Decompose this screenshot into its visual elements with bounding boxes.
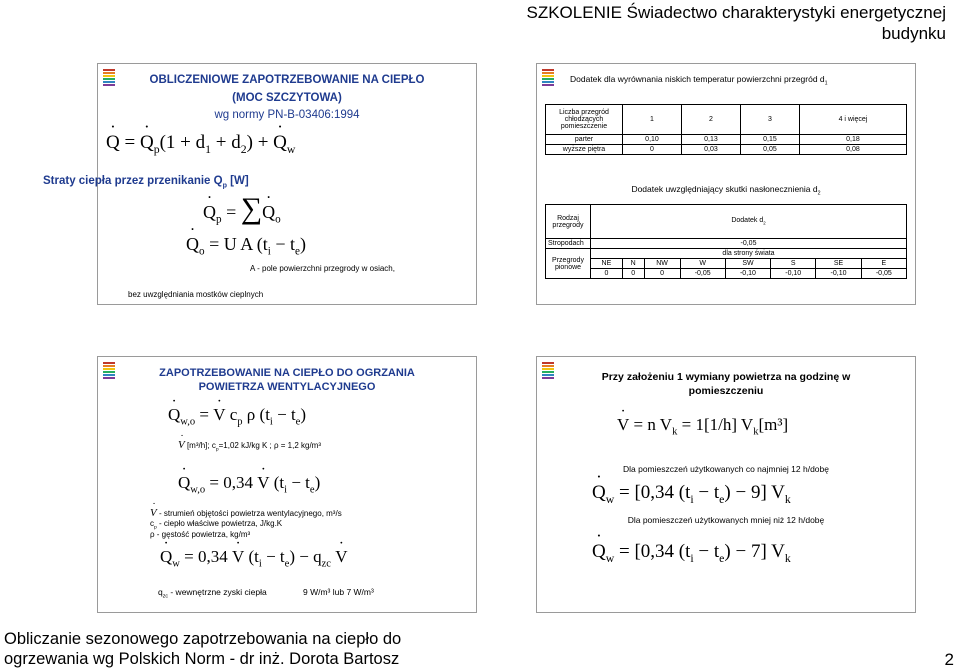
- table-d1-header-label: Liczba przegród chłodzących pomieszczenie: [546, 105, 623, 135]
- table-d2: [545, 204, 907, 279]
- main-formula: ˙ Q = ˙ $Q_p(1 + d_1 + d_2)$ + ˙ $Q_w$: [106, 132, 295, 157]
- table-row: 0 0 0 -0,05 -0,10 -0,10 -0,10 -0,05: [546, 269, 907, 279]
- def-v: ˙ V - strumień objętości powietrza wentylacyjnego, m³/s: [150, 507, 342, 519]
- u-formula: ˙ $Q_o = U$ A $(t_i - t_e)$: [186, 234, 306, 258]
- straty-heading: Straty ciepła przez przenikanie $Q_p$ [W]: [43, 175, 249, 190]
- note-12h-plus: Dla pomieszczeń użytkowanych co najmniej 12 h/dobę: [622, 464, 829, 474]
- formula-v: ˙ V = n $V_k = 1[1/h]$ $V_k[m^3]$: [617, 415, 788, 437]
- table-d2-head-rodzaj: Rodzaj przegrody: [546, 205, 591, 239]
- slide1-subtitle: wg normy PN-B-03406:1994: [214, 109, 360, 121]
- slide3-title-2: POWIETRZA WENTYLACYJNEGO: [198, 381, 376, 393]
- formula-qw-7: ˙ $Q_w = [0,34$ $(t_i - t_e) - 7$] $V_k$: [592, 541, 791, 566]
- table-d1-col: 1: [623, 105, 682, 135]
- slide4-title-2: pomieszczeniu: [688, 385, 764, 397]
- slide1-title-2: (MOC SZCZYTOWA): [232, 92, 342, 104]
- formula-qw-9: ˙ $Q_w = [0,34$ $(t_i - t_e) - 9$] $V_k$: [592, 482, 791, 507]
- slide4-title-1: Przy założeniu 1 wymiany powietrza na godzinę w: [601, 371, 851, 383]
- slide2-title-2: Dodatek uwzględniający skutki nasłonecznienia $d_2$: [631, 184, 821, 197]
- table-row: wyższe piętra 0 0,03 0,05 0,08: [546, 145, 907, 155]
- sum-formula: ˙ $Q_p$ = ∑˙ $Q_o$: [203, 192, 281, 226]
- header-line-1: SZKOLENIE Świadectwo charakterystyki energetycznej: [526, 3, 946, 22]
- bridge-note: bez uwzględniania mostków cieplnych: [128, 290, 264, 299]
- slide3-title-1: ZAPOTRZEBOWANIE NA CIEPŁO DO OGRZANIA: [159, 367, 415, 379]
- footer-line-2: ogrzewania wg Polskich Norm - dr inż. Dorota Bartosz: [4, 650, 400, 668]
- page-footer: [4, 629, 401, 669]
- table-d1-col: 3: [740, 105, 799, 135]
- formula-qw-gains: ˙ $Q_w = 0,34$ ˙ V $(t_i - t_e) - q_{zc}$ ˙ V: [160, 547, 347, 569]
- slide-wentylacja: [97, 356, 477, 613]
- table-d1-col: 4 i więcej: [799, 105, 906, 135]
- slide-dodatki: [536, 63, 916, 305]
- qzc-values: 9 W/m³ lub 7 W/m³: [303, 587, 374, 597]
- header-line-2: budynku: [881, 24, 946, 43]
- slide-logo: [542, 69, 554, 93]
- slide-obliczeniowe: [43, 63, 477, 305]
- footer-line-1: Obliczanie sezonowego zapotrzebowania na ciepło do: [4, 630, 402, 648]
- note-12h-minus: Dla pomieszczeń użytkowanych mniej niż 12 h/dobę: [627, 515, 825, 525]
- def-rho: ρ - gęstość powietrza, kg/m³: [150, 530, 251, 539]
- table-row: parter 0,10 0,13 0,15 0,18: [546, 135, 907, 145]
- slide1-title-1: OBLICZENIOWE ZAPOTRZEBOWANIE NA CIEPŁO: [149, 74, 425, 86]
- page-header: [526, 2, 946, 44]
- formula-qwo-034: ˙ $Q_{w,o} = 0,34$ ˙ V $(t_i - t_e)$: [178, 473, 320, 495]
- page-number: 2: [944, 650, 954, 669]
- area-description: A - pole powierzchni przegrody w osiach,: [250, 264, 395, 273]
- slide2-title: Dodatek dla wyrównania niskich temperatur powierzchni przegród $d_1$: [570, 74, 828, 87]
- table-d1: [545, 104, 907, 155]
- def-cp: $c_p$ - ciepło właściwe powietrza, J/kg.K: [150, 519, 283, 531]
- slide-wymiana: [536, 356, 916, 613]
- formula-qwo: ˙ $Q_{w,o}$ = ˙ V $c_p$ ρ $(t_i - t_e)$: [168, 405, 306, 427]
- units-line: ˙ V [m³/h]; $c_p=1,02$ kJ/kg K ; ρ = 1,2 kg/m³: [178, 439, 321, 453]
- table-d2-pionowe: Przegrody pionowe: [546, 249, 591, 279]
- table-d1-col: 2: [681, 105, 740, 135]
- table-row: Przegrody pionowe dla strony świata: [546, 249, 907, 259]
- table-row: NE N NW W SW S SE E: [546, 259, 907, 269]
- table-d2-head-dodatek: Dodatek $d_2$: [591, 205, 907, 239]
- table-row: Stropodach -0,05: [546, 239, 907, 249]
- qzc-note: $q_{zc}$ - wewnętrzne zyski ciepła: [158, 587, 267, 600]
